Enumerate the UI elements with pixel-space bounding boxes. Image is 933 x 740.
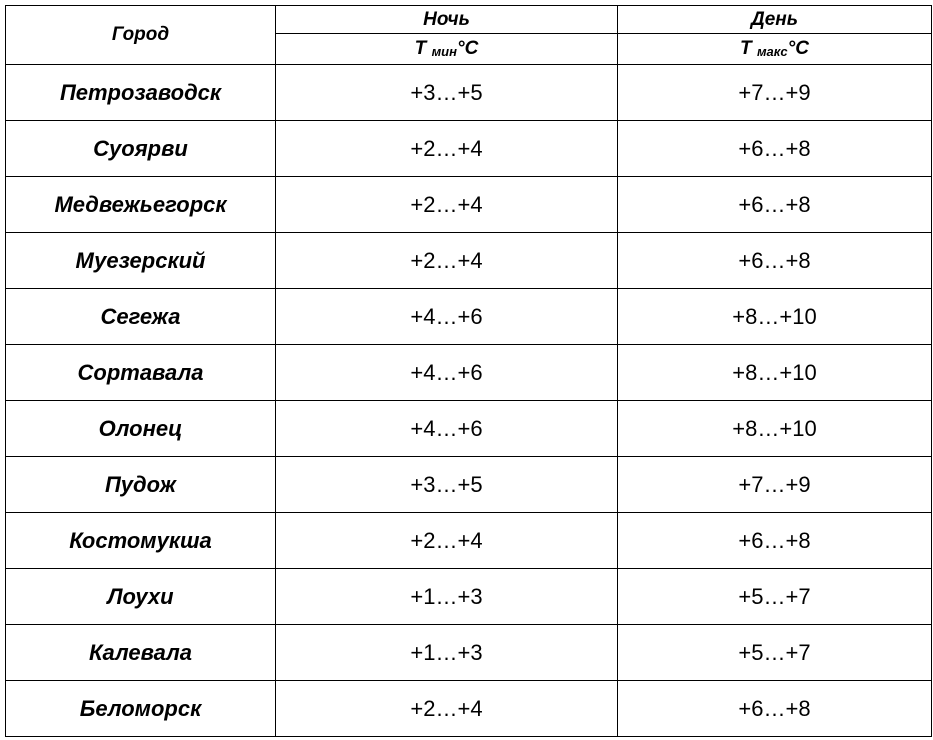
city-cell: Медвежьегорск: [6, 177, 276, 233]
header-night: Ночь: [276, 6, 618, 34]
night-temp-cell: +4…+6: [276, 289, 618, 345]
night-temp-cell: +3…+5: [276, 65, 618, 121]
table-row: [6, 289, 932, 345]
city-cell: Калевала: [6, 625, 276, 681]
night-temp-cell: +2…+4: [276, 177, 618, 233]
night-temp-cell: +1…+3: [276, 625, 618, 681]
table-header: [6, 6, 932, 65]
city-cell: Олонец: [6, 401, 276, 457]
day-temp-cell: +6…+8: [618, 121, 932, 177]
day-temp-cell: +6…+8: [618, 233, 932, 289]
forecast-table: [5, 5, 932, 737]
city-cell: Беломорск: [6, 681, 276, 737]
table-row: [6, 401, 932, 457]
city-cell: Лоухи: [6, 569, 276, 625]
table-row: [6, 345, 932, 401]
city-cell: Суоярви: [6, 121, 276, 177]
table-row: [6, 625, 932, 681]
city-cell: Петрозаводск: [6, 65, 276, 121]
day-temp-cell: +7…+9: [618, 457, 932, 513]
night-temp-cell: +2…+4: [276, 121, 618, 177]
header-night-temp-sub: мин: [431, 44, 457, 59]
table-row: [6, 65, 932, 121]
day-temp-cell: +5…+7: [618, 569, 932, 625]
header-day: День: [618, 6, 932, 34]
night-temp-cell: +2…+4: [276, 513, 618, 569]
night-temp-cell: +3…+5: [276, 457, 618, 513]
table-row: [6, 233, 932, 289]
city-cell: Сегежа: [6, 289, 276, 345]
header-city: Город: [6, 6, 276, 65]
city-cell: Муезерский: [6, 233, 276, 289]
night-temp-cell: +2…+4: [276, 233, 618, 289]
table-row: [6, 121, 932, 177]
header-day-temp: [618, 34, 932, 65]
day-temp-cell: +5…+7: [618, 625, 932, 681]
header-night-temp-main: Т: [414, 38, 427, 59]
day-temp-cell: +6…+8: [618, 177, 932, 233]
header-day-temp-sub: макс: [756, 44, 788, 59]
table-row: [6, 681, 932, 737]
night-temp-cell: +1…+3: [276, 569, 618, 625]
header-night-temp-unit: °С: [456, 38, 479, 59]
day-temp-cell: +6…+8: [618, 513, 932, 569]
header-row-periods: [6, 6, 932, 34]
day-temp-cell: +8…+10: [618, 401, 932, 457]
day-temp-cell: +8…+10: [618, 345, 932, 401]
night-temp-cell: +2…+4: [276, 681, 618, 737]
table-row: [6, 177, 932, 233]
table-body: [6, 65, 932, 737]
table-row: [6, 457, 932, 513]
day-temp-cell: +8…+10: [618, 289, 932, 345]
day-temp-cell: +6…+8: [618, 681, 932, 737]
header-night-temp: [276, 34, 618, 65]
city-cell: Костомукша: [6, 513, 276, 569]
city-cell: Сортавала: [6, 345, 276, 401]
header-day-temp-unit: °С: [787, 38, 809, 59]
night-temp-cell: +4…+6: [276, 345, 618, 401]
table-row: [6, 569, 932, 625]
header-day-temp-main: Т: [740, 38, 752, 59]
table-row: [6, 513, 932, 569]
day-temp-cell: +7…+9: [618, 65, 932, 121]
night-temp-cell: +4…+6: [276, 401, 618, 457]
city-cell: Пудож: [6, 457, 276, 513]
